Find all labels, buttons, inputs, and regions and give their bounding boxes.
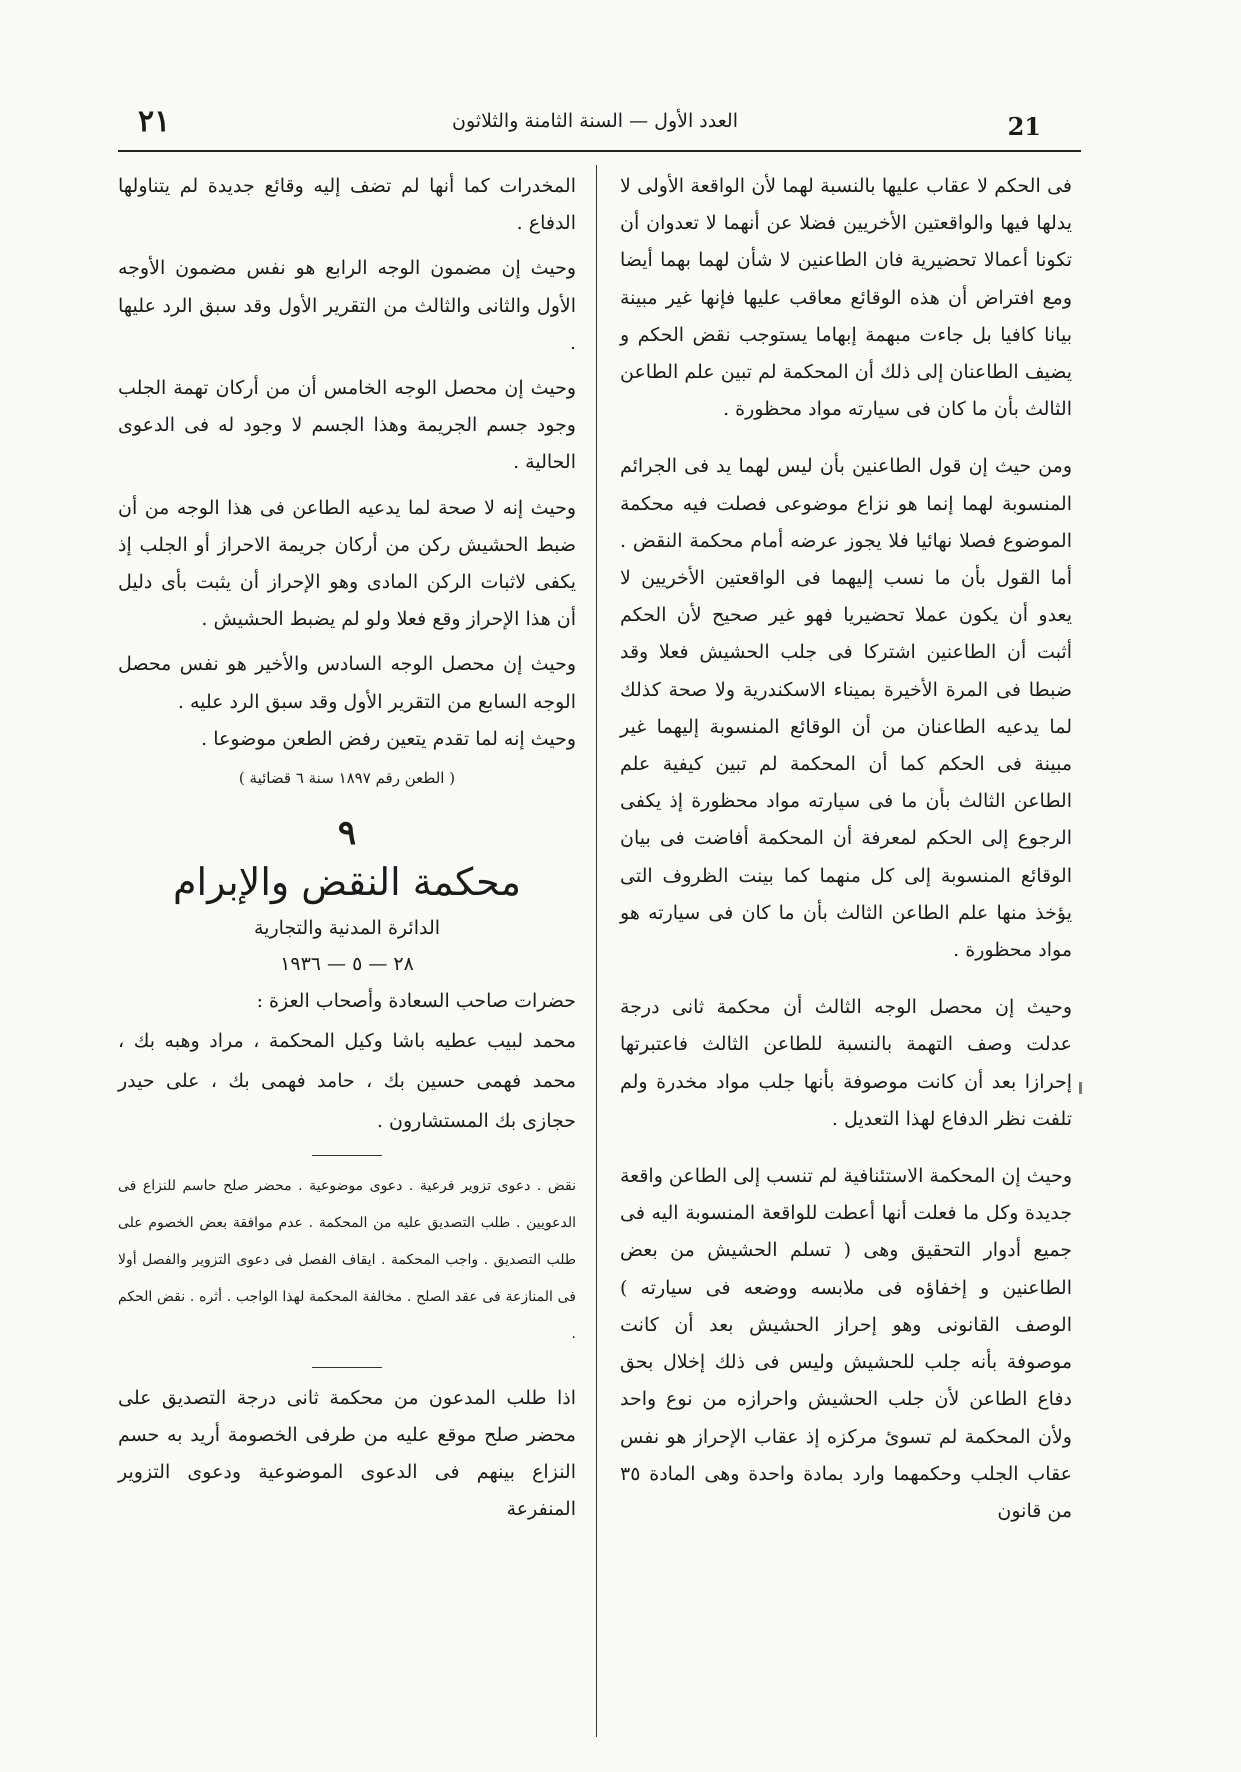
section-rule [312,1367,382,1368]
scan-mark [1079,1082,1082,1094]
case-reference: ( الطعن رقم ١٨٩٧ سنة ٦ قضائية ) [238,769,456,788]
ruling-opening: اذا طلب المدعون من محكمة ثانى درجة التصديق على محضر صلح موقع عليه من طرفى الخصومة أريد به حسم النزاع بينهم فى الدعوى الموضوعية ودعوى التزوير المنفرعة [118,1387,576,1521]
paragraph: وحيث إن محصل الوجه الخامس أن من أركان تهمة الجلب وجود جسم الجريمة وهذا الجسم لا وجود له فى الدعوى الحالية . [118,377,576,474]
bench-members: محمد لبيب عطيه باشا وكيل المحكمة ، مراد وهبه بك ، محمد فهمى حسين بك ، حامد فهمى بك ، على حيدر حجازى بك المستشارون . [118,1030,576,1133]
decision-date: ٢٨ — ٥ — ١٩٣٦ [280,953,414,976]
left-column [118,168,576,1528]
paragraph: وحيث إن المحكمة الاستئنافية لم تنسب إلى الطاعن واقعة جديدة وكل ما فعلت أنها أعطت للواقعة المنسوبة اليه فى جميع أدوار التحقيق وهى ( تسلم الحشيش من بعض الطاعنين و إخفاؤه فى ملابسه ووضعه فى سيارته ) الوصف القانونى وهو إحراز الحشيش بعد أن كانت موصوفة بأنه جلب للحشيش وليس فى ذلك إخلال بحق دفاع الطاعن لأن جلب الحشيش واحرازه من نوع واحد ولأن المحكمة لم تسوئ مركزه إذ عقاب الإحراز هو نفس عقاب الجلب وحكمهما وارد بمادة واحدة وهى المادة ٣٥ من قانون [620,1165,1072,1522]
page-number-latin: 21 [1007,112,1041,141]
headnote: نقض . دعوى تزوير فرعية . دعوى موضوعية . محضر صلح حاسم للنزاع فى الدعويين . طلب التصديق عليه من المحكمة . عدم موافقة بعض الخصوم على طلب التصديق . واجب المحكمة . ايقاف الفصل فى دعوى التزوير والفصل أولا فى المنازعة فى عقد الصلح . مخالفة المحكمة لهذا الواجب . أثره . نقض الحكم . [118,1178,576,1343]
page-number-arabic: ٢١ [138,104,171,139]
paragraph: وحيث إنه لا صحة لما يدعيه الطاعن فى هذا الوجه من أن ضبط الحشيش ركن من أركان جريمة الاحراز أو الجلب إذ يكفى لاثبات الركن المادى وهو الإحراز أن يثبت بأى دليل أن هذا الإحراز وقع فعلا ولو لم يضبط الحشيش . [118,496,576,631]
case-number: ٩ [337,813,357,854]
header-rule [118,150,1081,152]
paragraph: ومن حيث إن قول الطاعنين بأن ليس لهما يد فى الجرائم المنسوبة لهما إنما هو نزاع موضوعى فصلت فيه محكمة الموضوع فصلا نهائيا فلا يجوز عرضه أمام محكمة النقض . أما القول بأن ما نسب إليهما فى الواقعتين الأخريين لا يعدو أن يكون عملا تحضيريا فهو غير صحيح لأن الحكم أثبت أن الطاعنين اشتركا فى جلب الحشيش فعلا وقد ضبطا فى المرة الأخيرة بميناء الاسكندرية ولا صحة كذلك لما يدعيه الطاعنان من أن الوقائع المنسوبة إليهما غير مبينة فى الحكم كما أن المحكمة لم تبين كيفية علم الطاعن الثالث بأن ما فى سيارته مواد محظورة إذ يكفى الرجوع إلى الحكم لمعرفة أن المحكمة أفاضت فى بيان الوقائع المنسوبة إلى كل منهما كما بينت الظروف التى يؤخذ منها علم الطاعن الثالث بأن ما كان فى سيارته هو مواد محظورة . [620,455,1072,962]
paragraph: وحيث إن محصل الوجه السادس والأخير هو نفس محصل الوجه السابع من التقرير الأول وقد سبق الرد عليه . [118,653,576,713]
paragraph: وحيث إن محصل الوجه الثالث أن محكمة ثانى درجة عدلت وصف التهمة بالنسبة للطاعن الثالث فاعتبرتها إحرازا بعد أن كانت موصوفة بأنها جلب مواد مخدرة ولم تلفت نظر الدفاع لهذا التعديل . [620,996,1072,1130]
chamber-name: الدائرة المدنية والتجارية [253,917,441,940]
paragraph: فى الحكم لا عقاب عليها بالنسبة لهما لأن الواقعة الأولى لا يدلها فيها والواقعتين الأخريين فضلا عن أنهما لا تعدوان أن تكونا أعمالا تحضيرية فان الطاعنين لا شأن لهما بهما أيضا ومع افتراض أن هذه الوقائع معاقب عليها فإنها غير مبينة بيانا كافيا بل جاءت مبهمة إبهاما يستوجب نقض الحكم و يضيف الطاعنان إلى ذلك أن المحكمة لم تبين علم الطاعن الثالث بأن ما كان فى سيارته مواد محظورة . [620,175,1072,421]
column-divider [596,165,597,1737]
paragraph: المخدرات كما أنها لم تضف إليه وقائع جديدة لم يتناولها الدفاع . [118,175,576,235]
right-column [620,168,1072,1530]
paragraph: وحيث إن مضمون الوجه الرابع هو نفس مضمون الأوجه الأول والثانى والثالث من التقرير الأول وقد سبق الرد عليها . [118,257,576,354]
section-rule [312,1155,382,1156]
court-name: محكمة النقض والإبرام [173,860,521,905]
paragraph: وحيث إنه لما تقدم يتعين رفض الطعن موضوعا . [201,727,576,750]
issue-title: العدد الأول — السنة الثامنة والثلاثون [452,110,738,132]
bench-intro: حضرات صاحب السعادة وأصحاب العزة : [256,990,576,1013]
